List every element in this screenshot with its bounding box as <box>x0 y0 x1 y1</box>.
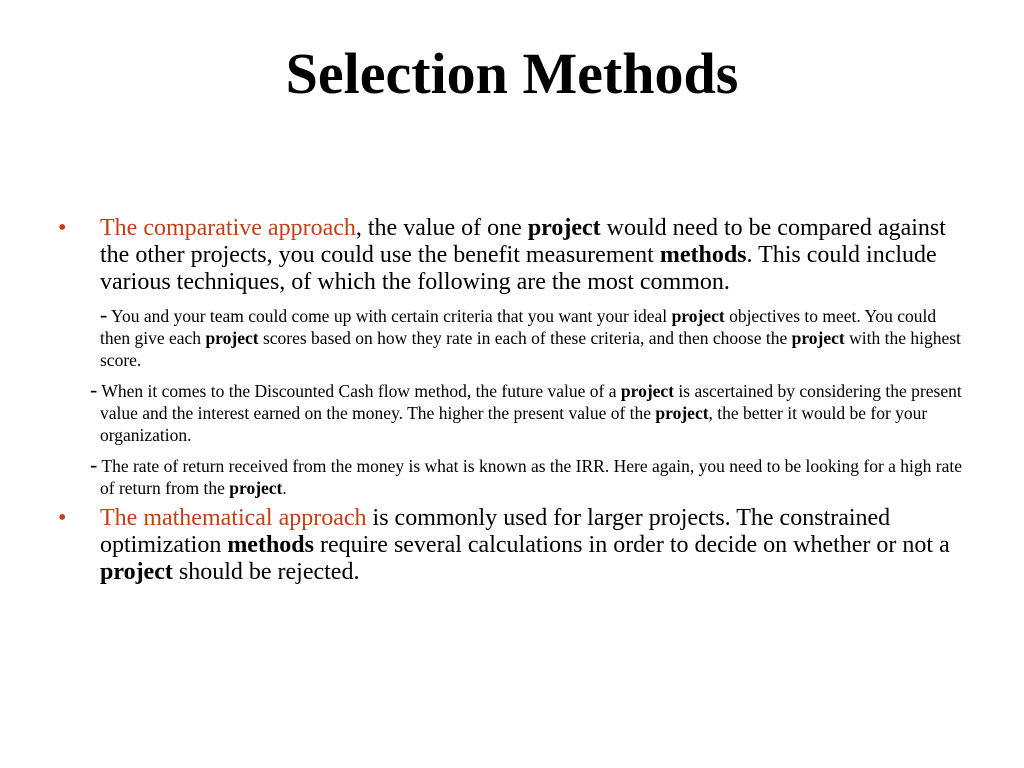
text-segment: , the value of one <box>355 215 528 241</box>
bullet-icon: • <box>58 215 67 241</box>
bold-term: project <box>791 328 845 348</box>
bold-term: project <box>671 306 725 326</box>
text-segment: would need to be compared against the other projects, you could use the benefit measurement <box>100 215 946 268</box>
bullet-mathematical-approach <box>58 505 968 586</box>
bold-term: project <box>620 381 675 401</box>
bold-term: methods <box>659 242 747 268</box>
bold-term: project <box>229 478 283 498</box>
bold-term: project <box>527 215 601 241</box>
slide-body <box>58 215 968 586</box>
bold-term: project <box>655 403 709 423</box>
bullet-icon: • <box>58 505 67 531</box>
text-segment: with the highest score. <box>100 328 961 370</box>
dash-marker: - <box>100 302 108 327</box>
text-segment: objectives to meet. You could then give each <box>100 306 937 348</box>
text-segment: The rate of return received from the money is what is known as the IRR. Here again, you need to be looking for a high rate of return from the <box>97 456 963 498</box>
text-segment: should be rejected. <box>172 559 360 585</box>
sub-point-irr <box>58 454 968 499</box>
text-segment: , the better it would be for your organization. <box>100 403 928 445</box>
bullet-comparative-approach <box>58 215 968 296</box>
dash-marker: - <box>90 452 98 477</box>
highlight-mathematical-approach: The mathematical approach <box>100 505 367 531</box>
sub-point-criteria-scoring <box>58 304 968 371</box>
text-segment: scores based on how they rate in each of these criteria, and then choose the <box>258 328 792 348</box>
text-segment: When it comes to the Discounted Cash flow method, the future value of a <box>97 381 621 401</box>
sub-point-discounted-cash-flow <box>58 379 968 446</box>
text-segment: You and your team could come up with certain criteria that you want your ideal <box>107 306 672 326</box>
text-segment: is commonly used for larger projects. The constrained optimization <box>100 505 891 558</box>
slide-title: Selection Methods <box>285 41 739 106</box>
text-segment: . <box>282 478 287 498</box>
dash-marker: - <box>90 377 98 402</box>
bold-term: project <box>205 328 259 348</box>
text-segment: is ascertained by considering the present value and the interest earned on the money. The higher the present value of the <box>100 381 962 423</box>
highlight-comparative-approach: The comparative approach <box>100 215 356 241</box>
text-segment: . This could include various techniques, of which the following are the most common. <box>100 242 937 295</box>
bold-term: project <box>100 559 173 585</box>
text-segment: require several calculations in order to decide on whether or not a <box>313 532 950 558</box>
bold-term: methods <box>227 532 314 558</box>
